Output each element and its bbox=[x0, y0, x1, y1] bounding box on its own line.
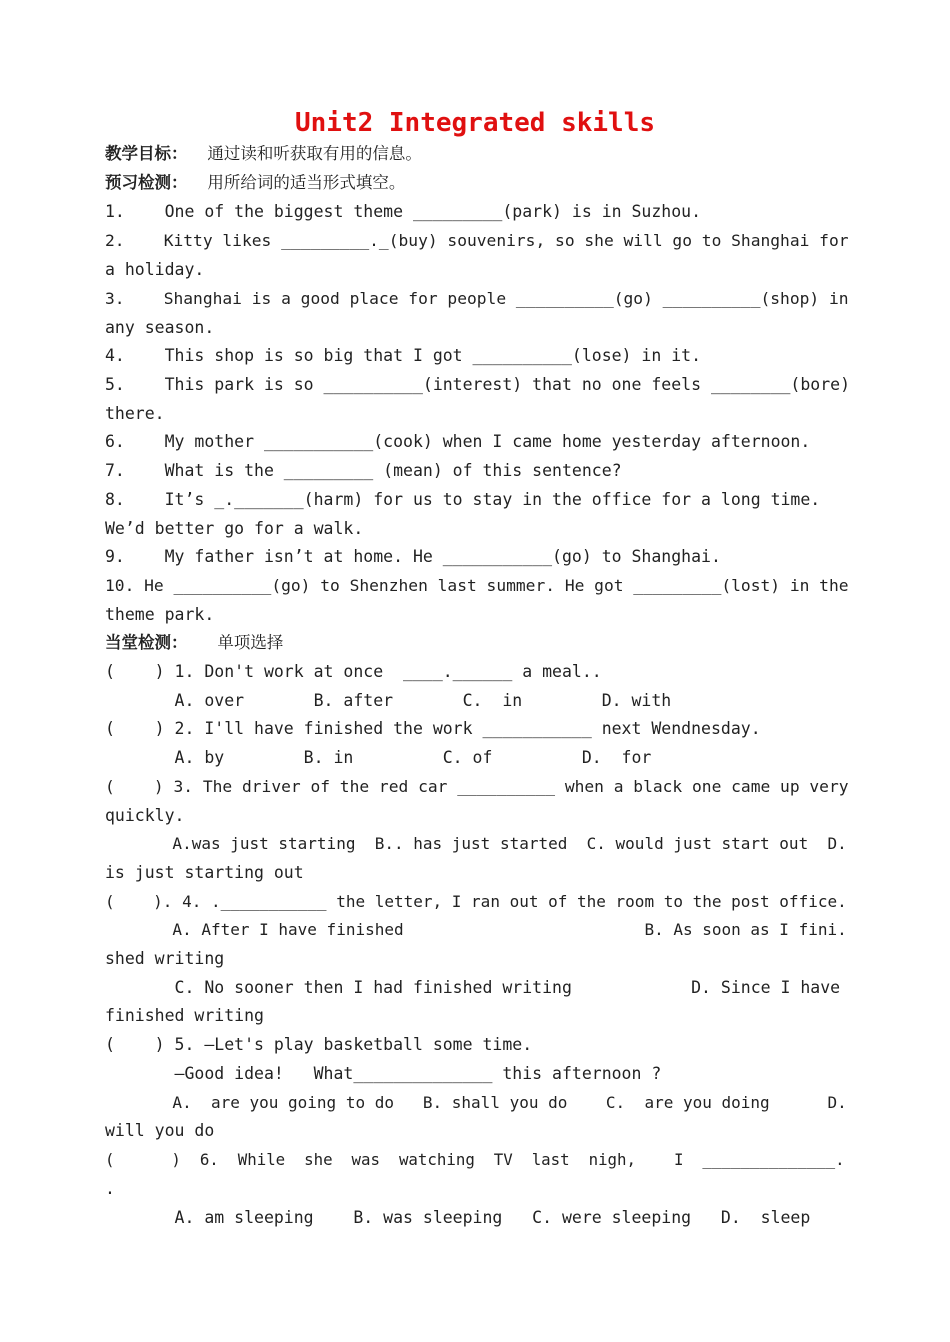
preview-label: 预习检测： bbox=[105, 173, 188, 192]
objective-label: 教学目标： bbox=[105, 144, 188, 163]
mc-q6: ( ) 6. While she was watching TV last nigh, I ______________. bbox=[105, 1150, 845, 1169]
mc-q2: ( ) 2. I'll have finished the work ___________ next Wendnesday. bbox=[105, 719, 761, 738]
mc-q3: ( ) 3. The driver of the red car __________ when a black one came up very bbox=[105, 777, 849, 796]
mc-q5: ( ) 5. —Let's play basketball some time. bbox=[105, 1035, 533, 1054]
fill-item-2: 2. Kitty likes _________._(buy) souvenirs, so she will go to Shanghai for bbox=[105, 231, 849, 250]
class-test-heading bbox=[105, 633, 850, 653]
fill-item-2-cont: a holiday. bbox=[105, 260, 205, 279]
mc-q4: ( ). 4. .___________ the letter, I ran out of the room to the post office. bbox=[105, 892, 847, 911]
fill-item-5-cont: there. bbox=[105, 404, 165, 423]
mc-q4-options-ab: A. After I have finished B. As soon as I fini. bbox=[105, 920, 847, 939]
preview-heading bbox=[105, 173, 850, 193]
fill-item-8: 8. It’s _._______(harm) for us to stay in the office for a long time. bbox=[105, 490, 821, 509]
fill-item-5: 5. This park is so __________(interest) that no one feels ________(bore) bbox=[105, 375, 851, 394]
mc-q5-options-cont: will you do bbox=[105, 1121, 215, 1140]
class-test-label: 当堂检测： bbox=[105, 633, 188, 652]
mc-q1: ( ) 1. Don't work at once ____.______ a meal.. bbox=[105, 662, 602, 681]
fill-item-8-cont: We’d better go for a walk. bbox=[105, 519, 364, 538]
class-test-instruction: 单项选择 bbox=[217, 633, 284, 652]
preview-instruction: 用所给词的适当形式填空。 bbox=[207, 173, 406, 192]
mc-q6-cont: . bbox=[105, 1179, 115, 1198]
mc-q3-cont: quickly. bbox=[105, 806, 185, 825]
objective-text: 通过读和听获取有用的信息。 bbox=[207, 144, 422, 163]
objective-line bbox=[105, 144, 850, 164]
mc-q2-options: A. by B. in C. of D. for bbox=[105, 748, 652, 767]
fill-item-10-cont: theme park. bbox=[105, 605, 215, 624]
mc-q5-options: A. are you going to do B. shall you do C. are you doing D. bbox=[105, 1093, 847, 1112]
mc-q4-options-ab-cont: shed writing bbox=[105, 949, 225, 968]
fill-item-10: 10. He __________(go) to Shenzhen last summer. He got _________(lost) in the bbox=[105, 576, 849, 595]
mc-q6-options: A. am sleeping B. was sleeping C. were sleeping D. sleep bbox=[105, 1208, 811, 1227]
mc-q3-options: A.was just starting B.. has just started C. would just start out D. bbox=[105, 834, 847, 853]
fill-item-3-cont: any season. bbox=[105, 318, 215, 337]
fill-item-3: 3. Shanghai is a good place for people __________(go) __________(shop) in bbox=[105, 289, 849, 308]
mc-q5-reply: —Good idea! What______________ this afternoon ? bbox=[105, 1064, 662, 1083]
fill-item-4: 4. This shop is so big that I got __________(lose) in it. bbox=[105, 346, 702, 365]
fill-item-7: 7. What is the _________ (mean) of this sentence? bbox=[105, 461, 622, 480]
mc-q1-options: A. over B. after C. in D. with bbox=[105, 691, 672, 710]
fill-item-9: 9. My father isn’t at home. He ___________(go) to Shanghai. bbox=[105, 547, 721, 566]
mc-q4-options-cd: C. No sooner then I had finished writing D. Since I have bbox=[105, 978, 841, 997]
fill-item-1: 1. One of the biggest theme _________(park) is in Suzhou. bbox=[105, 202, 702, 221]
fill-item-6: 6. My mother ___________(cook) when I came home yesterday afternoon. bbox=[105, 432, 811, 451]
page-title: Unit2 Integrated skills bbox=[294, 108, 656, 138]
mc-q3-options-cont: is just starting out bbox=[105, 863, 304, 882]
mc-q4-options-cd-cont: finished writing bbox=[105, 1006, 264, 1025]
